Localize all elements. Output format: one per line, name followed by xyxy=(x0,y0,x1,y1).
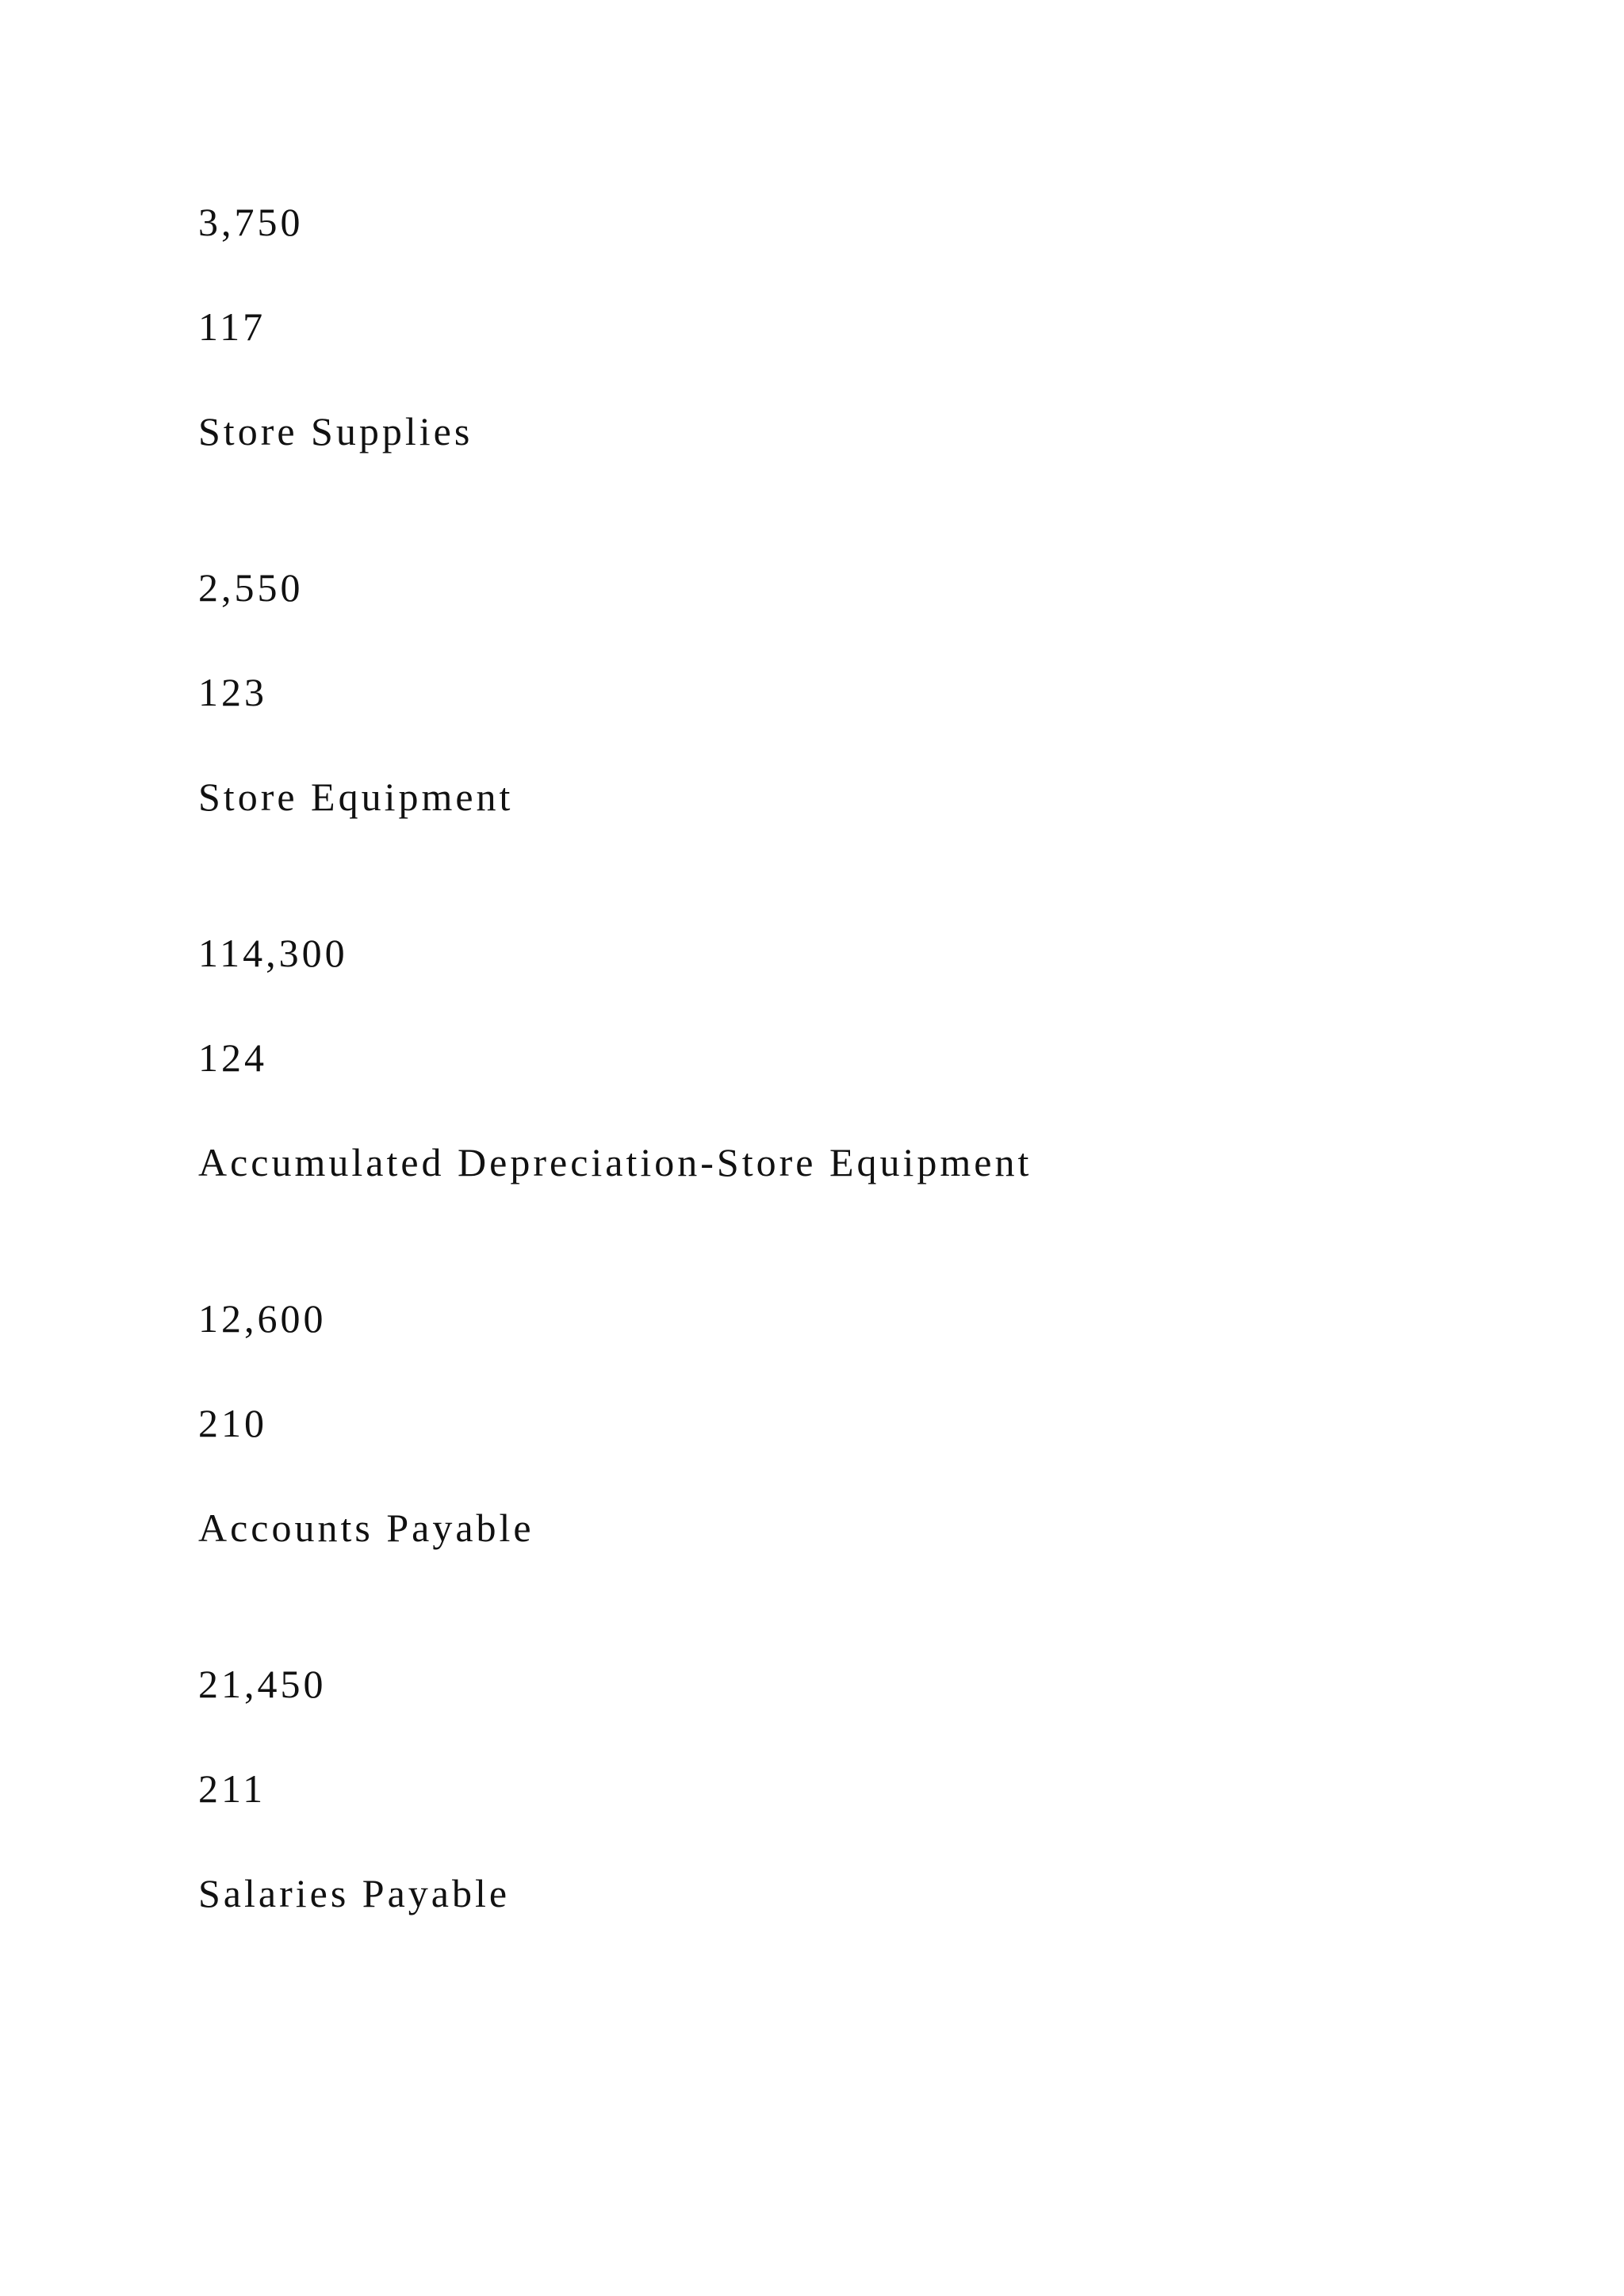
entry-account-name: Salaries Payable xyxy=(198,1871,511,1915)
entry-account-name: Store Equipment xyxy=(198,775,514,819)
entry-amount: 21,450 xyxy=(198,1662,327,1706)
entry-account-number: 124 xyxy=(198,1035,267,1080)
entry-account-number: 211 xyxy=(198,1766,266,1811)
entry-account-number: 123 xyxy=(198,670,267,714)
entry-account-name: Accumulated Depreciation-Store Equipment xyxy=(198,1140,1032,1184)
entry-account-name: Store Supplies xyxy=(198,409,473,453)
entry-amount: 3,750 xyxy=(198,200,304,244)
entry-account-name: Accounts Payable xyxy=(198,1506,534,1550)
entry-amount: 12,600 xyxy=(198,1296,327,1341)
entry-account-number: 210 xyxy=(198,1401,267,1445)
entry-amount: 114,300 xyxy=(198,931,348,975)
entry-amount: 2,550 xyxy=(198,565,304,610)
entry-account-number: 117 xyxy=(198,304,266,349)
